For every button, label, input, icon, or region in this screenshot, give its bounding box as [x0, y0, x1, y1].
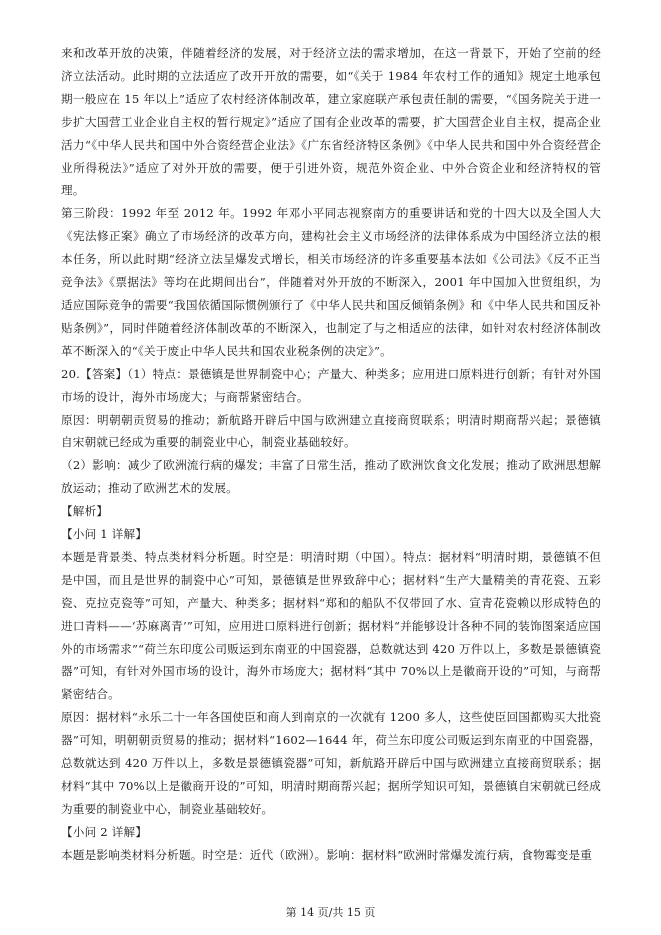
paragraph-stage2-continuation: 来和改革开放的决策，伴随着经济的发展，对于经济立法的需求增加，在这一背景下，开始了空前的经济立法活动。此时期的立法适应了改开开放的需要，如“《关于 1984 年农村工作的通知》规定土地承包期一般应在 15 年以上”适应了农村经济体制改革，建立家庭联产承包责任制的需要，“《国务院关于进一步扩大国营工业企业自主权的暂行规定》”适应了国有企业改革的需要，扩大国营企业自主权，提高企业活力“《中华人民共和国中外合资经营企业法》《广东省经济特区条例》《中华人民共和国中外合资经营企业所得税法》”适应了对外开放的需要，便于引进外资，规范外资企业、中外合资企业和经济特权的管理。	[61, 46, 601, 198]
page-body	[61, 42, 601, 867]
page-number-footer: 第 14 页/共 15 页	[285, 906, 376, 919]
paragraph-subquestion-1-features: 本题是背景类、特点类材料分析题。时空是：明清时期（中国）。特点：据材料“明清时期，景德镇不但是中国，而且是世界的制瓷中心”可知，景德镇是世界致辞中心；据材料“生产大量精美的青花瓷、五彩瓷、克拉克瓷等”可知，产量大、种类多；据材料“郑和的船队不仅带回了水、宣青花瓷赖以形成特色的进口青料——‘苏麻离青’”可知，应用进口原料进行创新；据材料“并能够设计各种不同的装饰图案适应国外的市场需求”“荷兰东印度公司贩运到东南亚的中国瓷器，总数就达到 420 万件以上，多数是景德镇瓷器”可知，有针对外国市场的设计，海外市场庞大；据材料“其中 70%以上是徽商开设的”可知，与商帮紧密结合。	[61, 549, 601, 702]
paragraph-subquestion-2: 本题是影响类材料分析题。时空是：近代（欧洲）。影响：据材料“欧洲时常爆发流行病，食物霉变是重	[61, 847, 593, 862]
paragraph-answer-impact: （2）影响：减少了欧洲流行病的爆发；丰富了日常生活，推动了欧洲饮食文化发展；推动了欧洲思想解放运动；推动了欧洲艺术的发展。	[61, 458, 601, 496]
paragraph-answer-causes: 原因：明朝朝贡贸易的推动；新航路开辟后中国与欧洲建立直接商贸联系；明清时期商帮兴起；景德镇自宋朝就已经成为重要的制瓷业中心，制瓷业基础较好。	[61, 412, 601, 450]
paragraph-stage3: 第三阶段：1992 年至 2012 年。1992 年邓小平同志视察南方的重要讲话和党的十四大以及全国人大《宪法修正案》确立了市场经济的改革方向，建构社会主义市场经济的法律体系成为中国经济立法的根本任务，所以此时期“经济立法呈爆发式增长，相关市场经济的许多重要基本法如《公司法》《反不正当竞争法》《票据法》等均在此期间出台”，伴随着对外开放的不断深入，2001 年中国加入世贸组织，为适应国际竞争的需要“我国依循国际惯例颁行了《中华人民共和国反倾销条例》和《中华人民共和国反补贴条例》”，同时伴随着经济体制改革的不断深入，也制定了与之相适应的法律，如针对农村经济体制改革不断深入的“《关于废止中华人民共和国农业税条例的决定》”。	[61, 206, 601, 358]
paragraph-answer-20: 20.【答案】（1）特点：景德镇是世界制瓷中心；产量大、种类多；应用进口原料进行创新；有针对外国市场的设计，海外市场庞大；与商帮紧密结合。	[61, 366, 601, 404]
heading-subquestion-2: 【小问 2 详解】	[61, 824, 148, 839]
paragraph-subquestion-1-causes: 原因：据材料“永乐二十一年各国使臣和商人到南京的一次就有 1200 多人，这些使臣回国都购买大批瓷器”可知，明朝朝贡贸易的推动；据材料“1602—1644 年，荷兰东印度公司贩运到东南亚的中国瓷器，总数就达到 420 万件以上，多数是景德镇瓷器”可知，新航路开辟后中国与欧洲建立直接商贸联系；据材料“其中 70%以上是徽商开设的”可知，明清时期商帮兴起；据所学知识可知，景德镇自宋朝就已经成为重要的制瓷业中心，制瓷业基础较好。	[61, 710, 601, 816]
heading-subquestion-1: 【小问 1 详解】	[61, 527, 148, 542]
heading-analysis: 【解析】	[61, 504, 109, 519]
